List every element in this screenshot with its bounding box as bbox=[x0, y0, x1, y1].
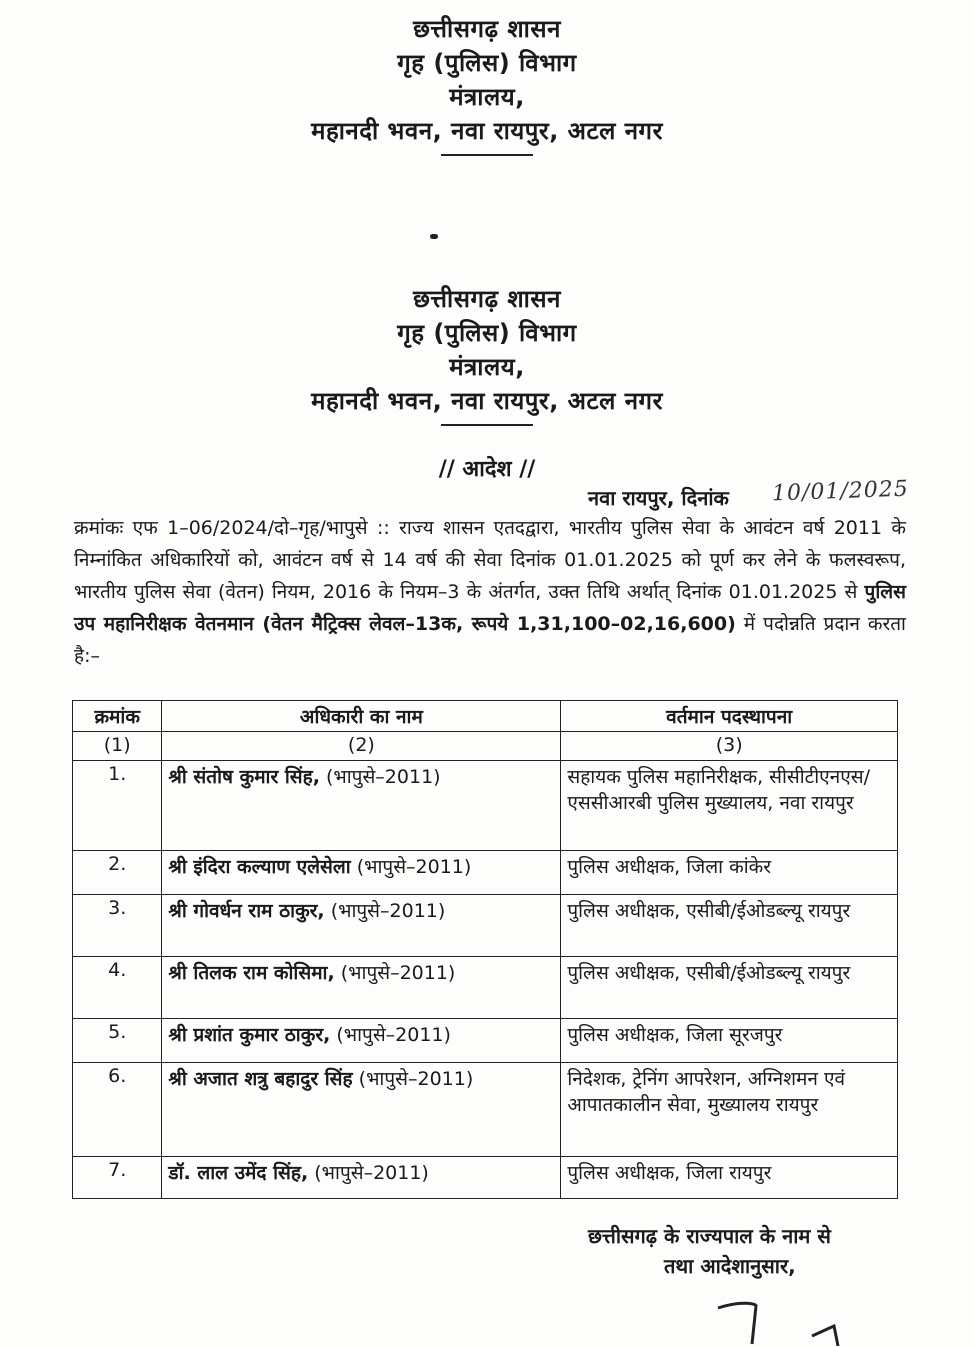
table-header-row bbox=[73, 701, 898, 732]
header-government: छत्तीसगढ़ शासन bbox=[413, 285, 561, 313]
signature-scribble bbox=[712, 1296, 852, 1346]
paragraph-text-end: में पदोन्नति प्रदान करता है:– bbox=[74, 613, 906, 667]
table-row bbox=[73, 1157, 898, 1199]
order-title: // आदेश // bbox=[438, 457, 536, 482]
table-row bbox=[73, 1063, 898, 1157]
table-row bbox=[73, 1019, 898, 1063]
officer-name: श्री तिलक राम कोसिमा, bbox=[168, 962, 335, 984]
officer-name: श्री संतोष कुमार सिंह, bbox=[168, 766, 320, 788]
handwritten-date: 10/01/2025 bbox=[771, 476, 910, 507]
row-posting: सहायक पुलिस महानिरीक्षक, सीसीटीएनएस/एससीआरबी पुलिस मुख्यालय, नवा रायपुर bbox=[561, 761, 898, 851]
row-officer bbox=[162, 1019, 561, 1063]
header-divider bbox=[441, 424, 533, 426]
row-posting: पुलिस अधीक्षक, एसीबी/ईओडब्ल्यू रायपुर bbox=[561, 957, 898, 1019]
row-posting: पुलिस अधीक्षक, जिला सूरजपुर bbox=[561, 1019, 898, 1063]
ink-mark bbox=[430, 234, 438, 239]
row-posting: पुलिस अधीक्षक, जिला रायपुर bbox=[561, 1157, 898, 1199]
col-header-sn: क्रमांक bbox=[73, 701, 162, 732]
col-number: (1) bbox=[73, 732, 162, 761]
date-label: नवा रायपुर, दिनांक bbox=[588, 486, 729, 510]
closing-governor-line: छत्तीसगढ़ के राज्यपाल के नाम से bbox=[588, 1224, 831, 1248]
header-address: महानदी भवन, नवा रायपुर, अटल नगर bbox=[311, 117, 663, 145]
row-officer bbox=[162, 1157, 561, 1199]
row-officer bbox=[162, 851, 561, 895]
officer-name: डॉ. लाल उमेंद सिंह, bbox=[168, 1162, 309, 1184]
col-number: (2) bbox=[162, 732, 561, 761]
col-header-name: अधिकारी का नाम bbox=[162, 701, 561, 732]
closing-order-line: तथा आदेशानुसार, bbox=[664, 1254, 796, 1278]
row-sn: 5. bbox=[73, 1019, 162, 1063]
row-posting: पुलिस अधीक्षक, जिला कांकेर bbox=[561, 851, 898, 895]
officer-name: श्री प्रशांत कुमार ठाकुर, bbox=[168, 1024, 331, 1046]
paragraph-text: क्रमांकः एफ 1–06/2024/दो–गृह/भापुसे :: राज्य शासन एतदद्वारा, भारतीय पुलिस सेवा के आवंटन वर्ष 2011 के निम्नांकित अधिकारियों को, आवंटन वर्ष से 14 वर्ष की सेवा दिनांक 01.01.2025 को पूर्ण कर लेने के फलस्वरूप, भारतीय पुलिस सेवा (वेतन) नियम, 2016 के नियम–3 के अंतर्गत, उक्त तिथि अर्थात् दिनांक 01.01.2025 से bbox=[74, 517, 906, 603]
officer-name: श्री अजात शत्रु बहादुर सिंह bbox=[168, 1068, 353, 1090]
header-department: गृह (पुलिस) विभाग bbox=[397, 49, 577, 77]
officer-service: (भापुसे–2011) bbox=[340, 962, 456, 984]
row-officer bbox=[162, 761, 561, 851]
top-header bbox=[0, 12, 974, 156]
row-officer bbox=[162, 957, 561, 1019]
row-sn: 1. bbox=[73, 761, 162, 851]
signature-stroke bbox=[812, 1326, 838, 1346]
row-sn: 3. bbox=[73, 895, 162, 957]
row-posting: पुलिस अधीक्षक, एसीबी/ईओडब्ल्यू रायपुर bbox=[561, 895, 898, 957]
row-officer bbox=[162, 1063, 561, 1157]
signature-stroke bbox=[718, 1303, 756, 1344]
officer-service: (भापुसे–2011) bbox=[358, 1068, 474, 1090]
header-government: छत्तीसगढ़ शासन bbox=[413, 15, 561, 43]
header-ministry: मंत्रालय, bbox=[449, 83, 525, 111]
table-row bbox=[73, 957, 898, 1019]
officer-service: (भापुसे–2011) bbox=[314, 1162, 429, 1184]
header-divider bbox=[441, 154, 533, 156]
row-sn: 2. bbox=[73, 851, 162, 895]
row-officer bbox=[162, 895, 561, 957]
officer-service: (भापुसे–2011) bbox=[336, 1024, 451, 1046]
col-number: (3) bbox=[561, 732, 898, 761]
table-row bbox=[73, 851, 898, 895]
row-sn: 6. bbox=[73, 1063, 162, 1157]
main-header bbox=[0, 282, 974, 426]
officer-service: (भापुसे–2011) bbox=[356, 856, 472, 878]
header-ministry: मंत्रालय, bbox=[449, 353, 525, 381]
col-header-posting: वर्तमान पदस्थापना bbox=[561, 701, 898, 732]
officer-service: (भापुसे–2011) bbox=[330, 900, 446, 922]
officers-table bbox=[72, 700, 898, 1199]
officer-name: श्री गोवर्धन राम ठाकुर, bbox=[168, 900, 325, 922]
table-col-number-row bbox=[73, 732, 898, 761]
officer-service: (भापुसे–2011) bbox=[325, 766, 441, 788]
row-sn: 7. bbox=[73, 1157, 162, 1199]
officer-name: श्री इंदिरा कल्याण एलेसेला bbox=[168, 856, 351, 878]
row-posting: निदेशक, ट्रेनिंग आपरेशन, अग्निशमन एवं आपातकालीन सेवा, मुख्यालय रायपुर bbox=[561, 1063, 898, 1157]
header-address: महानदी भवन, नवा रायपुर, अटल नगर bbox=[311, 387, 663, 415]
paragraph-pay-scale: पुलिस उप महानिरीक्षक वेतनमान (वेतन मैट्रिक्स लेवल–13क, रूपये 1,31,100–02,16,600) bbox=[74, 581, 906, 635]
row-sn: 4. bbox=[73, 957, 162, 1019]
table-row bbox=[73, 761, 898, 851]
table-row bbox=[73, 895, 898, 957]
order-paragraph bbox=[74, 512, 906, 672]
header-department: गृह (पुलिस) विभाग bbox=[397, 319, 577, 347]
